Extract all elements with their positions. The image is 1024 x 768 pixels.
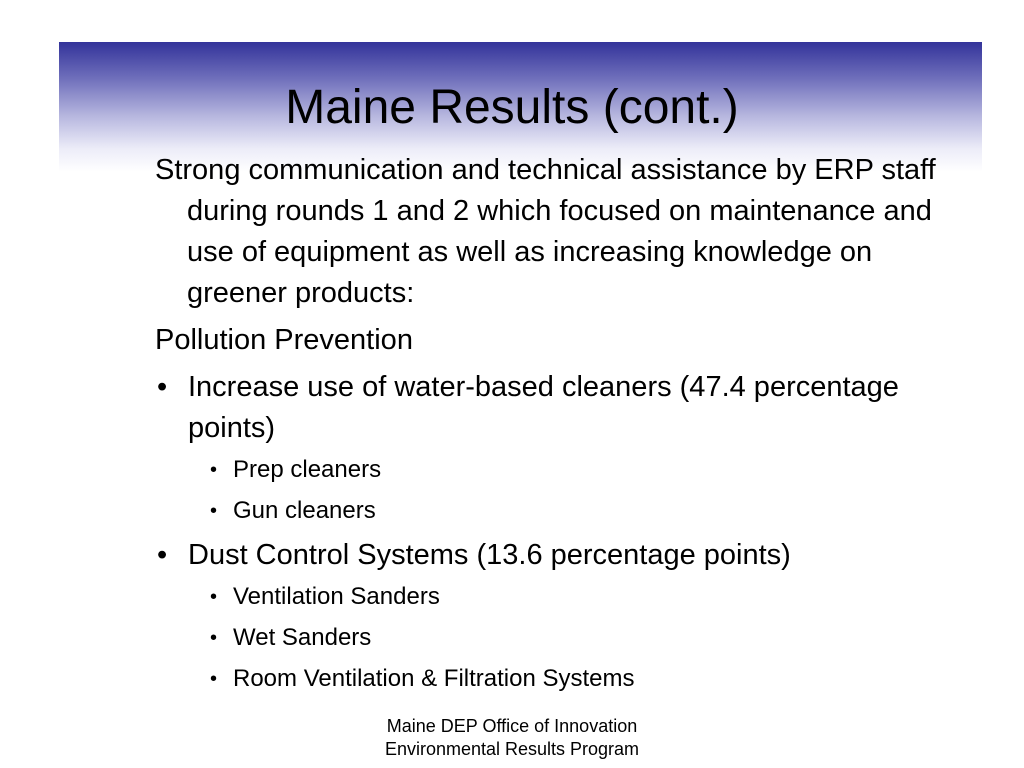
- slide-title: Maine Results (cont.): [285, 81, 739, 134]
- sub-bullet-dot-icon: •: [210, 500, 218, 522]
- section-heading: Pollution Prevention: [155, 324, 413, 356]
- bullet-item: [155, 367, 955, 449]
- bullet-item: [155, 535, 955, 576]
- sub-bullet-text: Gun cleaners: [233, 497, 376, 524]
- sub-bullet-text: Ventilation Sanders: [233, 583, 440, 610]
- bullet-text: Dust Control Systems (13.6 percentage points): [188, 539, 791, 571]
- sub-bullet-text: Prep cleaners: [233, 456, 382, 483]
- slide-footer: [0, 715, 1024, 761]
- sub-bullet-dot-icon: •: [210, 627, 218, 649]
- intro-paragraph: Strong communication and technical assistance by ERP staff during rounds 1 and 2 which focused on maintenance and use of equipment as well as increasing knowledge on greener products:: [155, 154, 936, 309]
- sub-bullet-item: [155, 494, 955, 528]
- sub-bullet-item: [155, 621, 955, 655]
- sub-bullet-item: [155, 580, 955, 614]
- sub-bullet-item: [155, 453, 955, 487]
- bullet-dot-icon: •: [157, 371, 168, 403]
- sub-bullet-text: Wet Sanders: [233, 624, 372, 651]
- sub-bullet-item: [155, 662, 955, 696]
- bullet-text: Increase use of water-based cleaners (47.4 percentage points): [188, 371, 899, 444]
- sub-bullet-dot-icon: •: [210, 668, 218, 690]
- sub-bullet-dot-icon: •: [210, 586, 218, 608]
- slide-body: [155, 150, 955, 703]
- sub-bullet-dot-icon: •: [210, 459, 218, 481]
- footer-line-2: Environmental Results Program: [384, 739, 640, 759]
- footer-line-1: Maine DEP Office of Innovation: [386, 716, 638, 736]
- bullet-dot-icon: •: [157, 539, 168, 571]
- sub-bullet-text: Room Ventilation & Filtration Systems: [233, 665, 635, 692]
